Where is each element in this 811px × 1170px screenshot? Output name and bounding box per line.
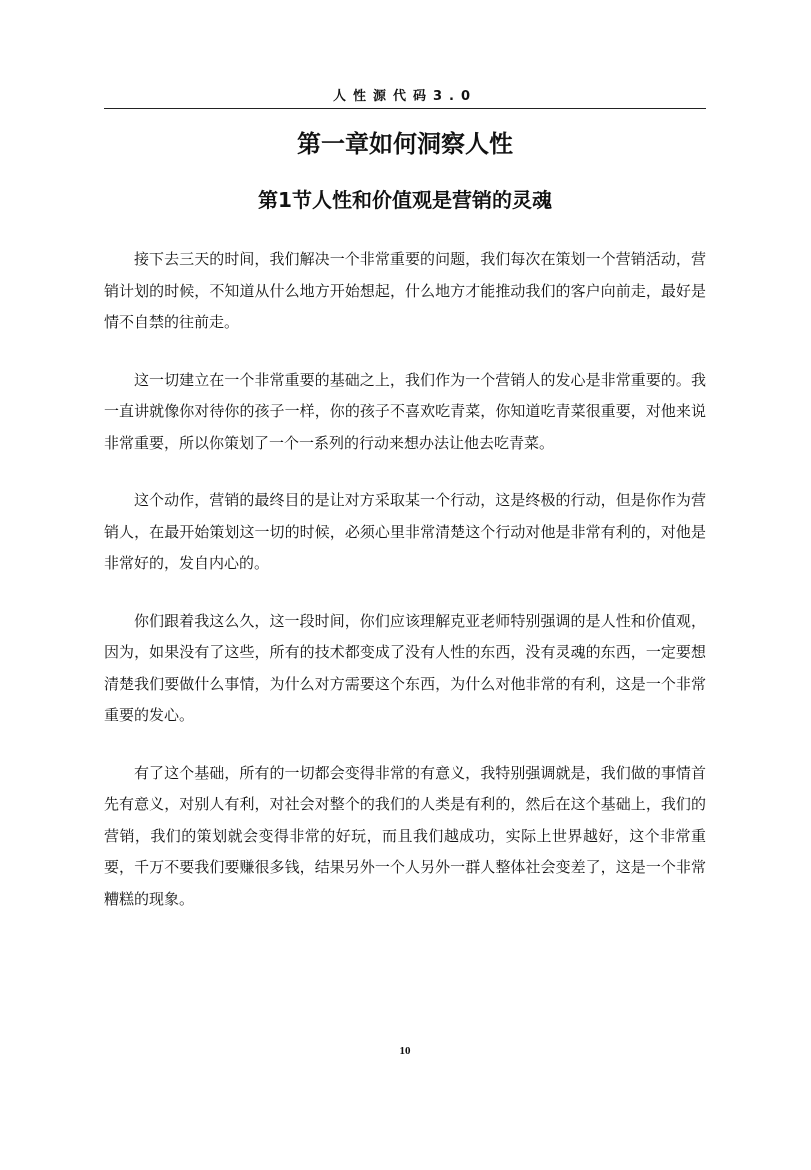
paragraph-1: 接下去三天的时间，我们解决一个非常重要的问题，我们每次在策划一个营销活动，营销计划的时候，不知道从什么地方开始想起，什么地方才能推动我们的客户向前走，最好是情不自禁的往前走。 <box>104 250 706 331</box>
body-text <box>104 244 706 941</box>
header-divider <box>104 108 706 109</box>
paragraph-4: 你们跟着我这么久，这一段时间，你们应该理解克亚老师特别强调的是人性和价值观，因为，如果没有了这些，所有的技术都变成了没有人性的东西，没有灵魂的东西，一定要想清楚我们要做什么事情，为什么对方需要这个东西，为什么对他非常的有利，这是一个非常重要的发心。 <box>104 611 706 724</box>
paragraph-3: 这个动作，营销的最终目的是让对方采取某一个行动，这是终极的行动，但是你作为营销人，在最开始策划这一切的时候，必须心里非常清楚这个行动对他是非常有利的，对他是非常好的，发自内心的。 <box>104 491 706 572</box>
running-header: 人性源代码3.0 <box>332 89 478 104</box>
paragraph-2: 这一切建立在一个非常重要的基础之上，我们作为一个营销人的发心是非常重要的。我一直讲就像你对待你的孩子一样，你的孩子不喜欢吃青菜，你知道吃青菜很重要，对他来说非常重要，所以你策划了一个一系列的行动来想办法让他去吃青菜。 <box>104 370 706 452</box>
page-number: 10 <box>399 1045 411 1057</box>
section-title: 第1节人性和价值观是营销的灵魂 <box>258 188 552 212</box>
chapter-title: 第一章如何洞察人性 <box>297 130 513 158</box>
paragraph-5: 有了这个基础，所有的一切都会变得非常的有意义，我特别强调就是，我们做的事情首先有意义，对别人有利，对社会对整个的我们的人类是有利的，然后在这个基础上，我们的营销，我们的策划就会变得非常的好玩，而且我们越成功，实际上世界越好，这个非常重要，千万不要我们要赚很多钱，结果另外一个人另外一群人整体社会变差了，这是一个非常糟糕的现象。 <box>104 763 706 908</box>
